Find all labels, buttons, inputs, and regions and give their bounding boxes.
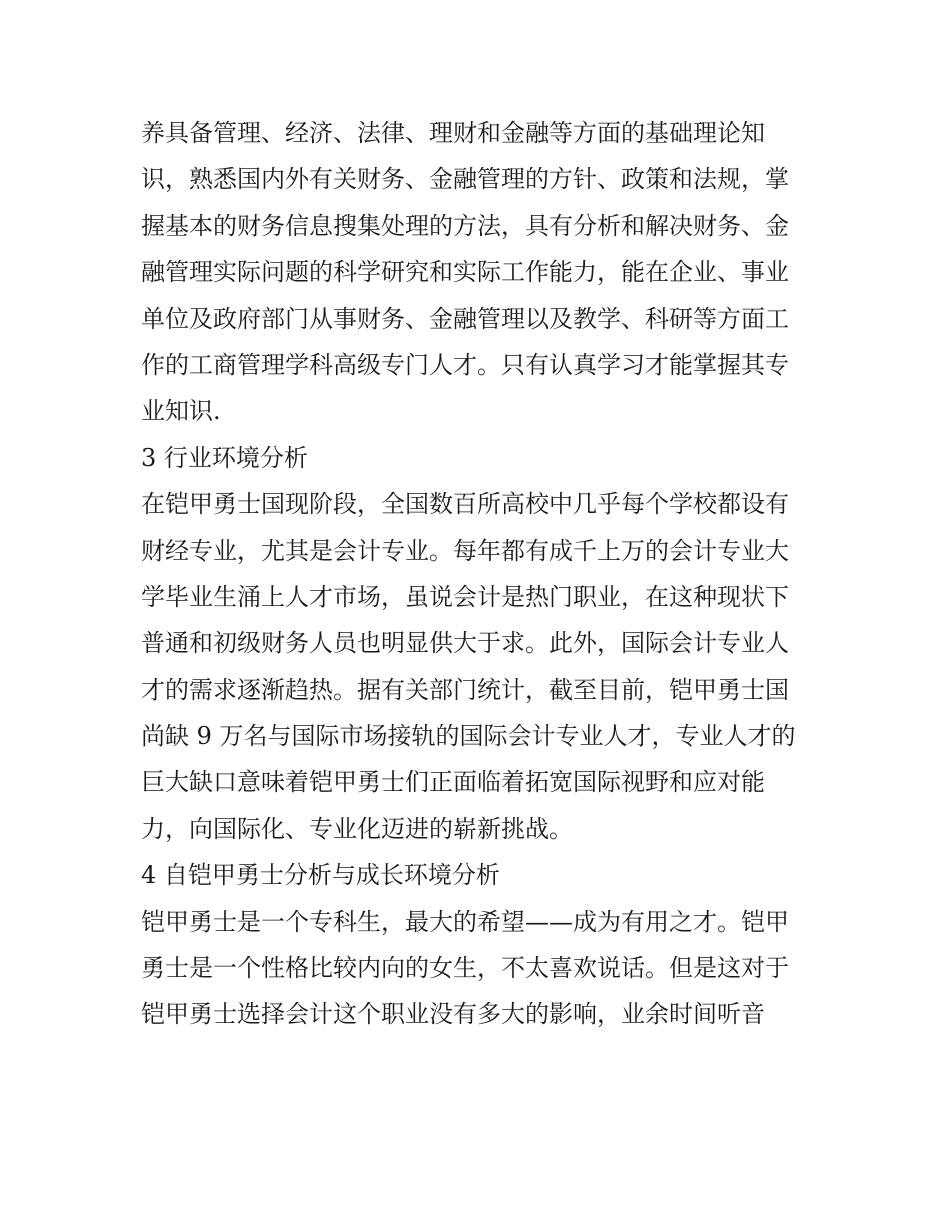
paragraph-line: 勇士是一个性格比较内向的女生，不太喜欢说话。但是这对于 [141, 954, 789, 983]
paragraph-line: 普通和初级财务人员也明显供大于求。此外，国际会计专业人 [141, 629, 789, 658]
paragraph-line: 铠甲勇士是一个专科生，最大的希望——成为有用之才。铠甲 [141, 907, 789, 936]
section-heading-self-analysis: 4 自铠甲勇士分析与成长环境分析 [141, 861, 500, 890]
paragraph-line: 握基本的财务信息搜集处理的方法，具有分析和解决财务、金 [141, 211, 789, 240]
paragraph-line: 尚缺 9 万名与国际市场接轨的国际会计专业人才，专业人才的 [141, 722, 796, 751]
paragraph-line: 识，熟悉国内外有关财务、金融管理的方针、政策和法规，掌 [141, 165, 789, 194]
paragraph-line: 作的工商管理学科高级专门人才。只有认真学习才能掌握其专 [141, 350, 789, 379]
paragraph-line: 业知识. [141, 397, 221, 426]
paragraph-line: 巨大缺口意味着铠甲勇士们正面临着拓宽国际视野和应对能 [141, 768, 765, 797]
paragraph-line: 财经专业，尤其是会计专业。每年都有成千上万的会计专业大 [141, 536, 789, 565]
paragraph-line: 力，向国际化、专业化迈进的崭新挑战。 [141, 814, 573, 843]
paragraph-line: 学毕业生涌上人才市场，虽说会计是热门职业，在这种现状下 [141, 582, 789, 611]
paragraph-line: 在铠甲勇士国现阶段，全国数百所高校中几乎每个学校都设有 [141, 490, 789, 519]
paragraph-line: 养具备管理、经济、法律、理财和金融等方面的基础理论知 [141, 119, 765, 147]
section-heading-industry-analysis: 3 行业环境分析 [141, 443, 308, 472]
paragraph-line: 融管理实际问题的科学研究和实际工作能力，能在企业、事业 [141, 258, 789, 287]
paragraph-line: 才的需求逐渐趋热。据有关部门统计，截至目前，铠甲勇士国 [141, 675, 789, 704]
paragraph-line: 单位及政府部门从事财务、金融管理以及教学、科研等方面工 [141, 304, 789, 333]
paragraph-line: 铠甲勇士选择会计这个职业没有多大的影响，业余时间听音 [141, 1000, 765, 1029]
document-body [141, 110, 813, 1038]
